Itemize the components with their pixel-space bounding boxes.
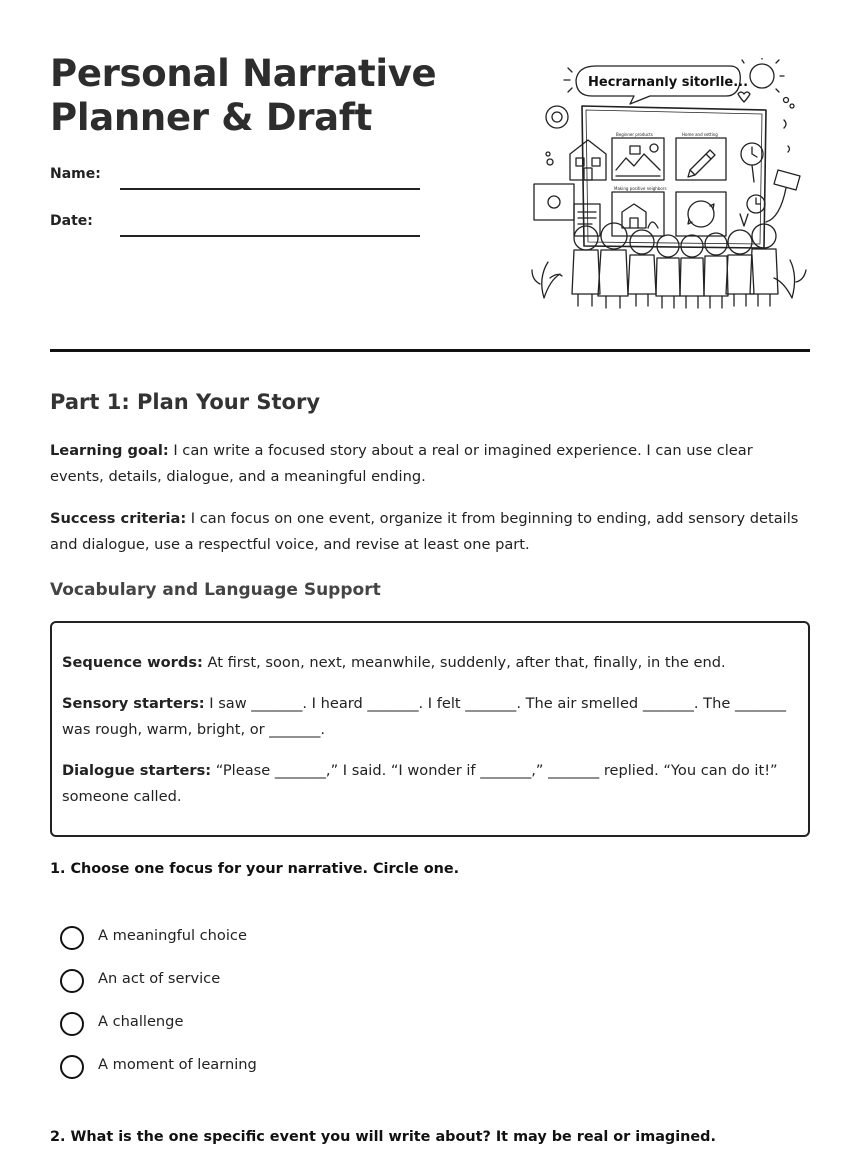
learning-goal-label: Learning goal: bbox=[50, 442, 169, 459]
option-moment-of-learning[interactable] bbox=[60, 1055, 460, 1081]
pencil-icon bbox=[688, 150, 715, 177]
success-criteria-label: Success criteria: bbox=[50, 510, 187, 527]
option-act-of-service[interactable] bbox=[60, 969, 460, 995]
dialogue-label: Dialogue starters: bbox=[62, 762, 212, 779]
sequence-words bbox=[62, 650, 794, 676]
option-challenge[interactable] bbox=[60, 1012, 460, 1038]
sensory-label: Sensory starters: bbox=[62, 695, 205, 712]
page-title bbox=[50, 52, 436, 140]
sensory-text: I saw _______. I heard _______. I felt _______. The air smelled _______. The _______ was rough, warm, bright, or _______. bbox=[62, 695, 787, 738]
date-line[interactable] bbox=[120, 235, 420, 237]
panel-label-2: Home and setting bbox=[682, 132, 718, 137]
heart-icon bbox=[738, 92, 750, 102]
title-line-1: Personal Narrative bbox=[50, 52, 437, 95]
option-label: An act of service bbox=[98, 970, 221, 987]
option-meaningful-choice[interactable] bbox=[60, 926, 460, 952]
sequence-text: At first, soon, next, meanwhile, suddenly, after that, finally, in the end. bbox=[202, 654, 726, 671]
question-2: 2. What is the one specific event you will write about? It may be real or imagined. bbox=[50, 1129, 716, 1145]
vocab-box bbox=[50, 621, 810, 837]
date-label: Date: bbox=[50, 213, 93, 229]
radio-circle[interactable] bbox=[60, 926, 84, 950]
option-label: A meaningful choice bbox=[98, 927, 247, 944]
dialogue-starters bbox=[62, 758, 794, 810]
success-criteria bbox=[50, 506, 810, 558]
radio-circle[interactable] bbox=[60, 969, 84, 993]
panel-label-3: Making positive neighbors bbox=[614, 186, 667, 191]
radio-circle[interactable] bbox=[60, 1055, 84, 1079]
question-1: 1. Choose one focus for your narrative. Circle one. bbox=[50, 861, 460, 877]
vocab-title: Vocabulary and Language Support bbox=[50, 580, 381, 600]
sequence-label: Sequence words: bbox=[62, 654, 203, 671]
name-label: Name: bbox=[50, 166, 101, 182]
learning-goal bbox=[50, 438, 810, 490]
sensory-starters bbox=[62, 691, 794, 743]
name-field[interactable] bbox=[50, 166, 430, 196]
name-line[interactable] bbox=[120, 188, 420, 190]
option-label: A moment of learning bbox=[98, 1056, 257, 1073]
option-label: A challenge bbox=[98, 1013, 184, 1030]
panel-label-1: Beginner products bbox=[616, 132, 653, 137]
part1-title: Part 1: Plan Your Story bbox=[50, 390, 321, 414]
date-field[interactable] bbox=[50, 213, 430, 243]
title-line-2: Planner & Draft bbox=[50, 96, 373, 139]
sun-icon bbox=[750, 64, 774, 88]
children-group bbox=[572, 214, 778, 308]
board-caption: Hecrarnanly sitorlle... bbox=[588, 75, 749, 90]
success-criteria-text: I can focus on one event, organize it from beginning to ending, add sensory details and dialogue, use a respectful voice, and revise at least one part. bbox=[50, 510, 799, 553]
learning-goal-text: I can write a focused story about a real or imagined experience. I can use clear events, details, dialogue, and a meaningful ending. bbox=[50, 442, 753, 485]
radio-circle[interactable] bbox=[60, 1012, 84, 1036]
header-divider bbox=[50, 349, 810, 352]
dialogue-text: “Please _______,” I said. “I wonder if _______,” _______ replied. “You can do it!” someone called. bbox=[62, 762, 778, 805]
classroom-illustration bbox=[530, 58, 810, 312]
display-board bbox=[582, 106, 766, 248]
